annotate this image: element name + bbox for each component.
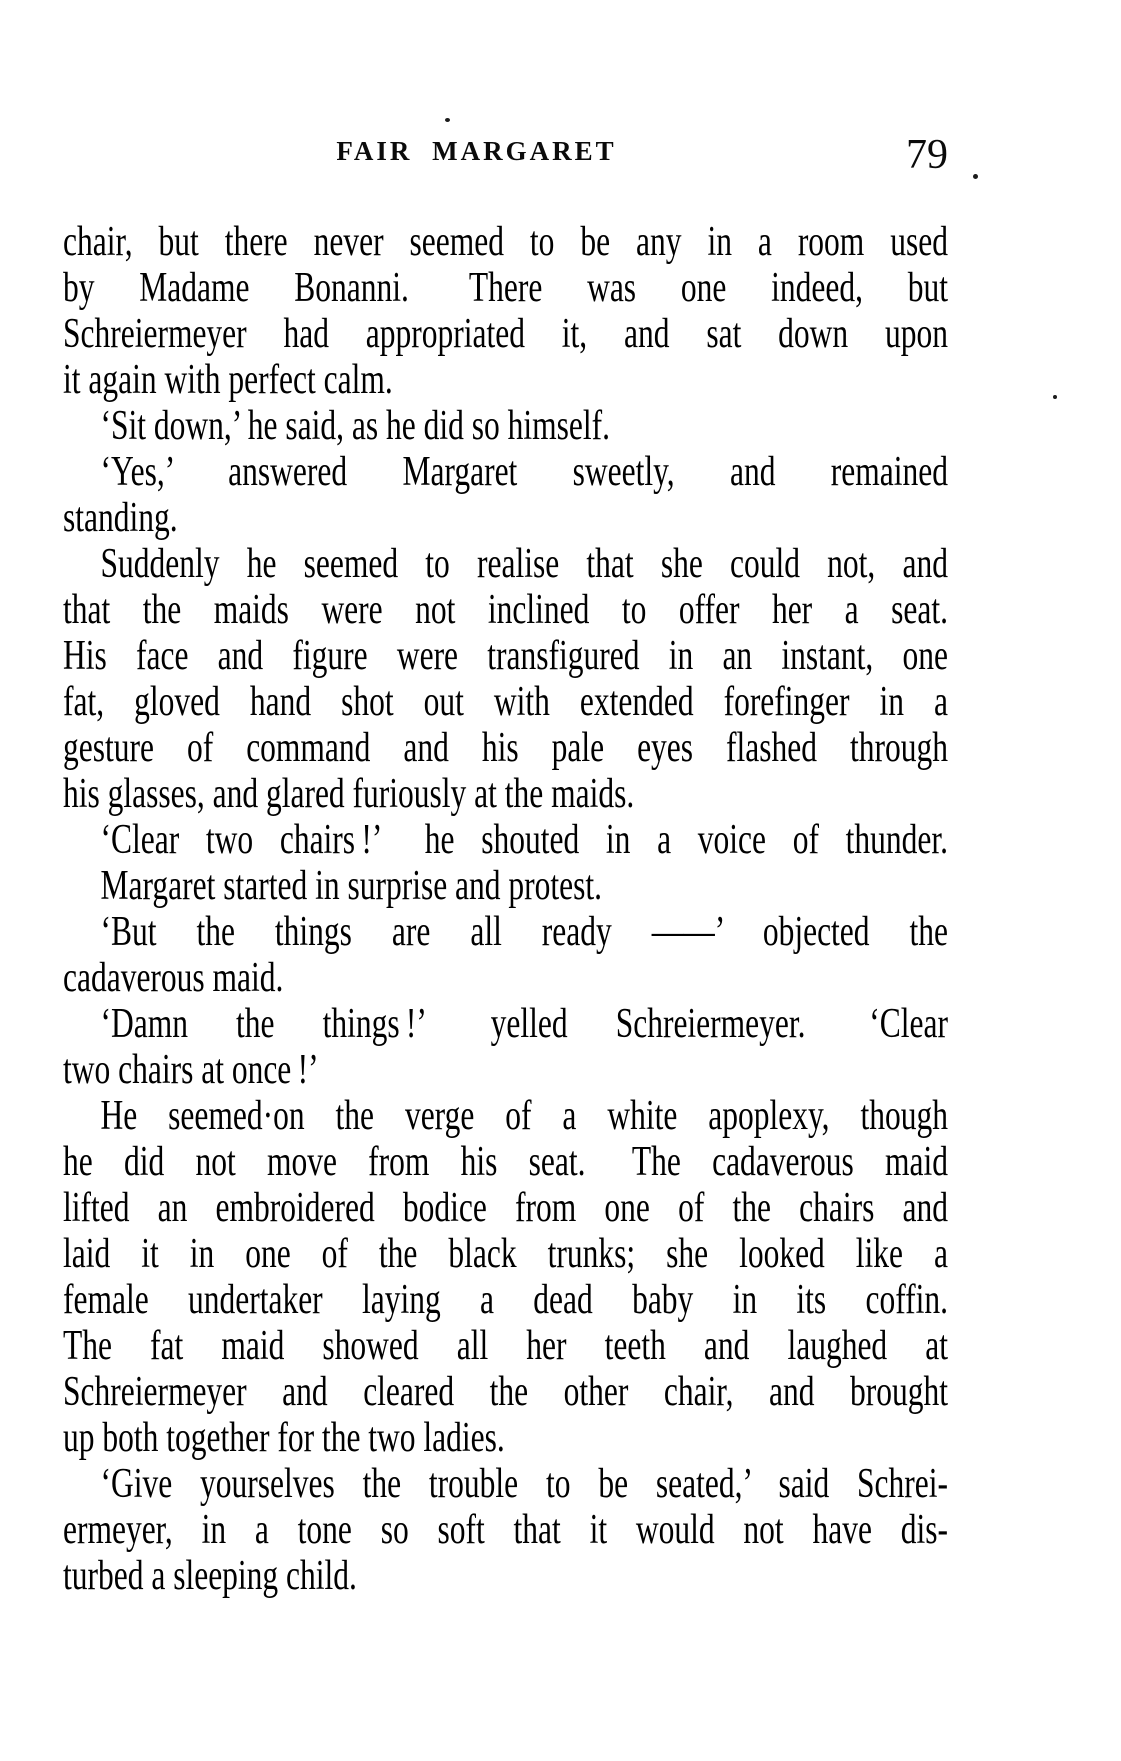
text-line: lifted an embroidered bodice from one of the chairs and — [63, 1185, 948, 1231]
text-line: female undertaker laying a dead baby in its coffin. — [63, 1277, 948, 1323]
running-head-title: FAIR MARGARET — [336, 136, 617, 166]
text-line: Schreiermeyer had appropriated it, and sat down upon — [63, 311, 948, 357]
ink-speck-right-margin — [1053, 395, 1057, 399]
text-line: ‘Sit down,’ he said, as he did so himself. — [100, 403, 610, 449]
text-line: his glasses, and glared furiously at the maids. — [63, 771, 635, 817]
text-line: Schreiermeyer and cleared the other chair, and brought — [63, 1369, 948, 1415]
ink-speck-above-header — [445, 118, 450, 122]
text-line: The fat maid showed all her teeth and laughed at — [63, 1323, 948, 1369]
text-line: gesture of command and his pale eyes flashed through — [63, 725, 948, 771]
text-line: ‘But the things are all ready ——’ objected the — [100, 909, 948, 955]
text-line: standing. — [63, 495, 178, 541]
text-line: cadaverous maid. — [63, 955, 284, 1001]
text-line: fat, gloved hand shot out with extended forefinger in a — [63, 679, 948, 725]
text-line: by Madame Bonanni. There was one indeed, but — [63, 265, 948, 311]
text-line: ‘Clear two chairs !’ he shouted in a voice of thunder. — [100, 817, 948, 863]
text-line: two chairs at once !’ — [63, 1047, 319, 1093]
text-line: Suddenly he seemed to realise that she could not, and — [100, 541, 948, 587]
text-line: His face and figure were transfigured in an instant, one — [63, 633, 948, 679]
text-line: turbed a sleeping child. — [63, 1553, 357, 1599]
text-line: ‘Yes,’ answered Margaret sweetly, and remained — [100, 449, 948, 495]
ink-speck-right-of-page-number — [973, 174, 978, 179]
text-line: He seemed·on the verge of a white apoplexy, though — [100, 1093, 948, 1139]
text-line: chair, but there never seemed to be any in a room used — [63, 219, 948, 265]
text-line: ‘Damn the things !’ yelled Schreiermeyer. ‘Clear — [100, 1001, 948, 1047]
text-line: Margaret started in surprise and protest. — [100, 863, 603, 909]
text-line: that the maids were not inclined to offer her a seat. — [63, 587, 948, 633]
text-line: laid it in one of the black trunks; she looked like a — [63, 1231, 948, 1277]
text-line: ‘Give yourselves the trouble to be seated,’ said Schrei- — [100, 1461, 948, 1507]
text-line: up both together for the two ladies. — [63, 1415, 505, 1461]
page-number: 79 — [906, 132, 948, 178]
text-line: ermeyer, in a tone so soft that it would not have dis- — [63, 1507, 948, 1553]
body-text-block — [63, 219, 948, 1599]
text-line: it again with perfect calm. — [63, 357, 393, 403]
text-line: he did not move from his seat. The cadaverous maid — [63, 1139, 948, 1185]
